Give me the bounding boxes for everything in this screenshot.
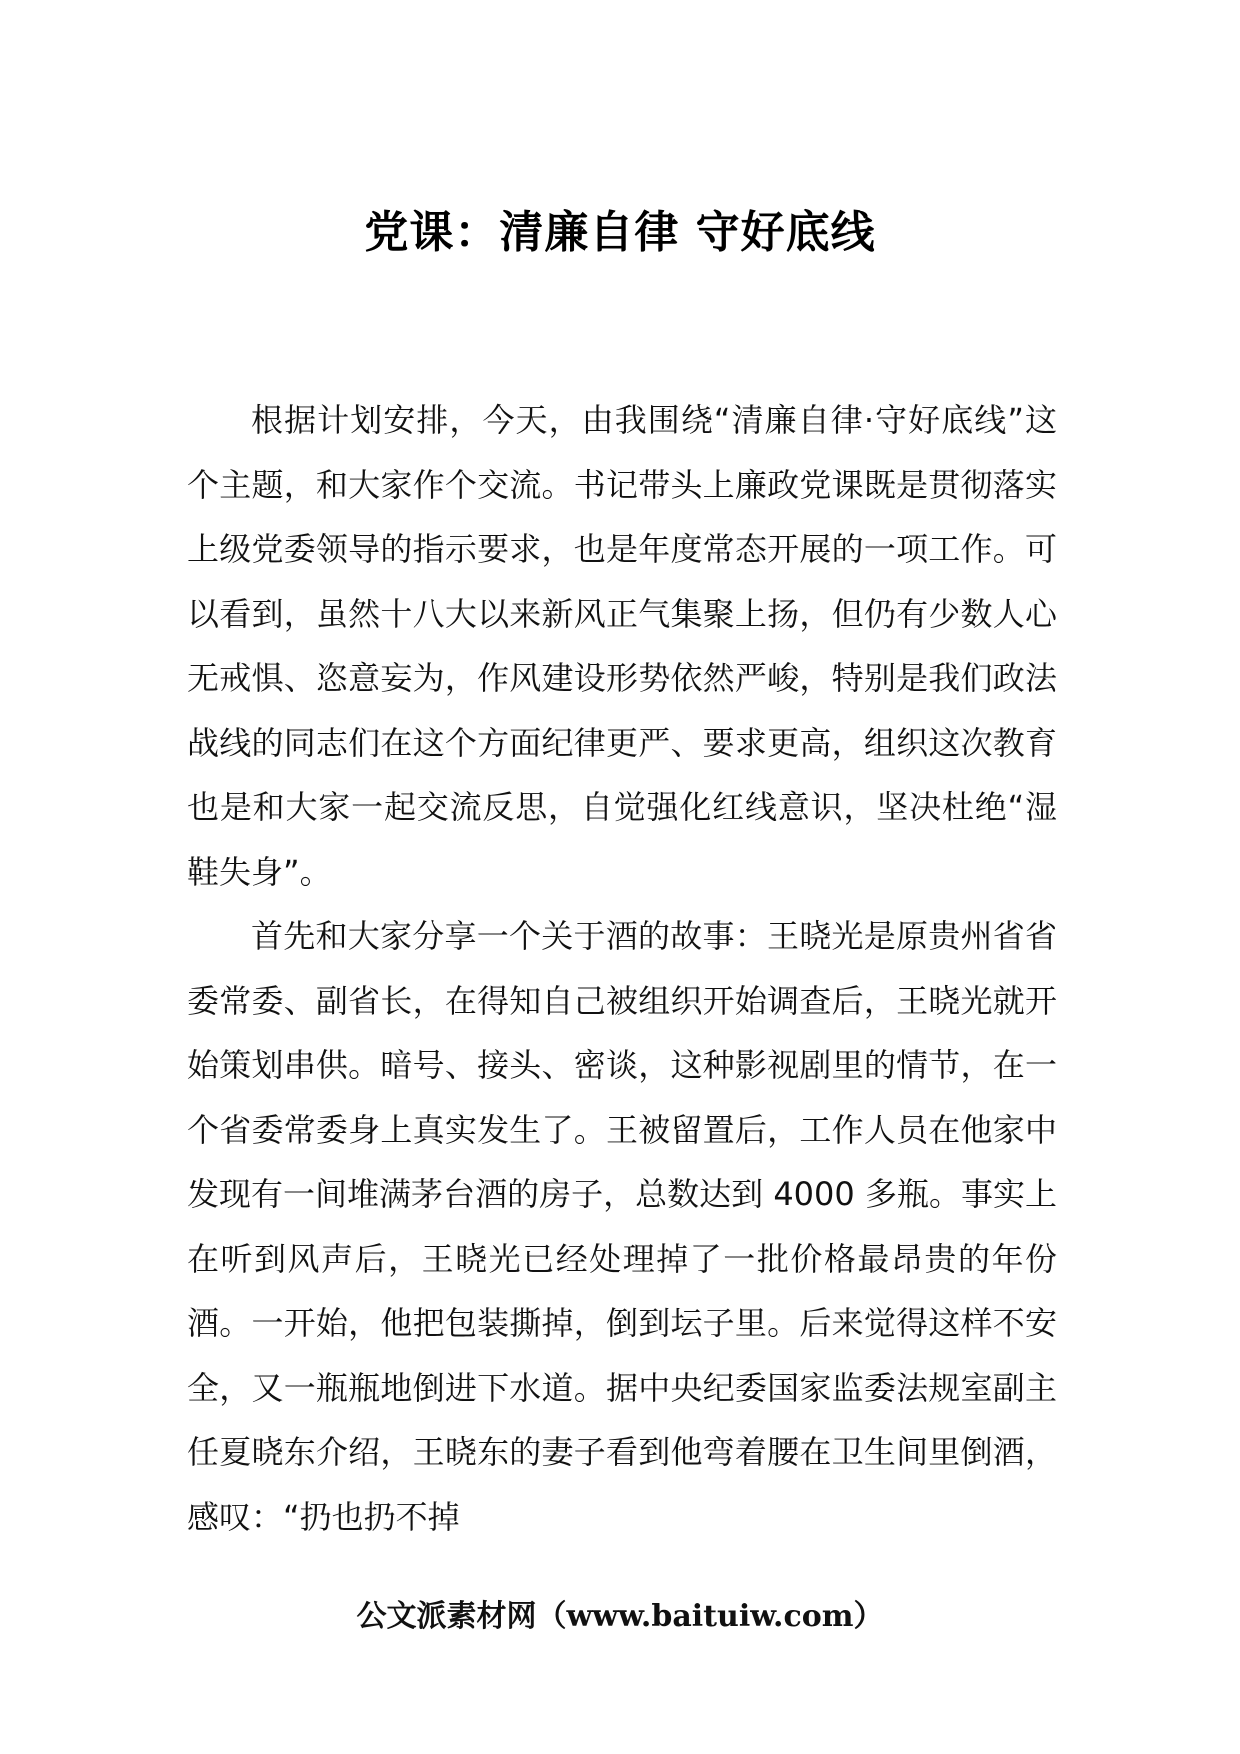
document-title: 党课：清廉自律 守好底线: [364, 207, 876, 258]
document-body: [187, 388, 1057, 1549]
paragraph: 根据计划安排，今天，由我围绕“清廉自律·守好底线”这个主题，和大家作个交流。书记带头上廉政党课既是贯彻落实上级党委领导的指示要求，也是年度常态开展的一项工作。可以看到，虽然十八大以来新风正气集聚上扬，但仍有少数人心无戒惧、恣意妄为，作风建设形势依然严峻，特别是我们政法战线的同志们在这个方面纪律更严、要求更高，组织这次教育也是和大家一起交流反思，自觉强化红线意识，坚决杜绝“湿鞋失身”。: [187, 401, 1057, 891]
paragraph: 首先和大家分享一个关于酒的故事：王晓光是原贵州省省委常委、副省长，在得知自己被组织开始调查后，王晓光就开始策划串供。暗号、接头、密谈，这种影视剧里的情节，在一个省委常委身上真实发生了。王被留置后，工作人员在他家中发现有一间堆满茅台酒的房子，总数达到 4000 多瓶。事实上在听到风声后，王晓光已经处理掉了一批价格最昂贵的年份酒。一开始，他把包装撕掉，倒到坛子里。后来觉得这样不安全，又一瓶瓶地倒进下水道。据中央纪委国家监委法规室副主任夏晓东介绍，王晓东的妻子看到他弯着腰在卫生间里倒酒，感叹：“扔也扔不掉: [187, 917, 1057, 1536]
source-watermark: 公文派素材网（www.baituiw.com）: [356, 1599, 884, 1634]
